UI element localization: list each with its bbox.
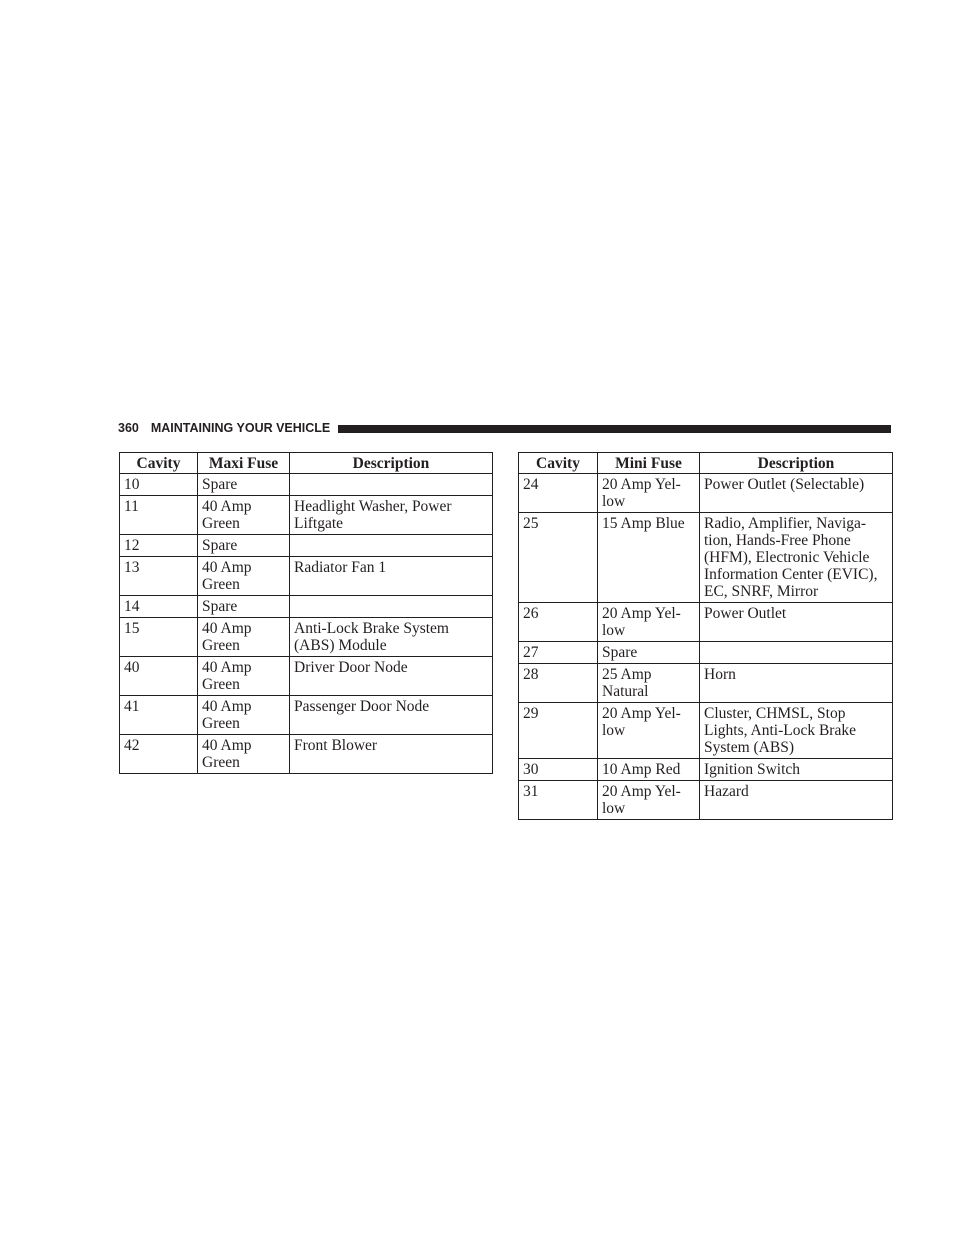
cell-description: Anti-Lock Brake System (ABS) Module bbox=[290, 618, 493, 657]
cell-fuse: Spare bbox=[198, 535, 290, 557]
cell-cavity: 15 bbox=[120, 618, 198, 657]
cell-cavity: 24 bbox=[519, 474, 598, 513]
table-row bbox=[120, 474, 493, 496]
cell-cavity: 10 bbox=[120, 474, 198, 496]
cell-fuse: 40 Amp Green bbox=[198, 496, 290, 535]
mini-fuse-table bbox=[518, 452, 893, 820]
table-row bbox=[519, 642, 893, 664]
column-header-fuse: Mini Fuse bbox=[598, 453, 700, 474]
column-header-cavity: Cavity bbox=[120, 453, 198, 474]
cell-cavity: 27 bbox=[519, 642, 598, 664]
cell-cavity: 41 bbox=[120, 696, 198, 735]
table-row bbox=[120, 496, 493, 535]
cell-fuse: Spare bbox=[198, 474, 290, 496]
cell-description bbox=[700, 642, 893, 664]
column-header-description: Description bbox=[700, 453, 893, 474]
cell-description: Passenger Door Node bbox=[290, 696, 493, 735]
cell-cavity: 40 bbox=[120, 657, 198, 696]
cell-cavity: 14 bbox=[120, 596, 198, 618]
cell-cavity: 28 bbox=[519, 664, 598, 703]
cell-description: Cluster, CHMSL, Stop Lights, Anti-Lock Brake System (ABS) bbox=[700, 703, 893, 759]
cell-fuse: 40 Amp Green bbox=[198, 657, 290, 696]
cell-description: Driver Door Node bbox=[290, 657, 493, 696]
cell-description: Ignition Switch bbox=[700, 759, 893, 781]
cell-description bbox=[290, 596, 493, 618]
cell-description: Headlight Washer, Power Liftgate bbox=[290, 496, 493, 535]
table-row bbox=[519, 664, 893, 703]
table-row bbox=[120, 696, 493, 735]
page-header bbox=[118, 419, 891, 437]
table-row bbox=[120, 735, 493, 774]
column-header-fuse: Maxi Fuse bbox=[198, 453, 290, 474]
cell-cavity: 30 bbox=[519, 759, 598, 781]
table-header-row bbox=[519, 453, 893, 474]
table-header-row bbox=[120, 453, 493, 474]
table-row bbox=[120, 618, 493, 657]
table-row bbox=[120, 535, 493, 557]
mini-fuse-rows bbox=[519, 474, 893, 820]
header-rule bbox=[338, 425, 891, 433]
cell-fuse: 20 Amp Yel-low bbox=[598, 781, 700, 820]
cell-description: Radiator Fan 1 bbox=[290, 557, 493, 596]
cell-description: Front Blower bbox=[290, 735, 493, 774]
table-row bbox=[519, 703, 893, 759]
cell-fuse: 40 Amp Green bbox=[198, 696, 290, 735]
cell-cavity: 11 bbox=[120, 496, 198, 535]
table-row bbox=[120, 557, 493, 596]
section-title: MAINTAINING YOUR VEHICLE bbox=[150, 421, 331, 435]
table-row bbox=[120, 596, 493, 618]
table-row bbox=[120, 657, 493, 696]
cell-description: Horn bbox=[700, 664, 893, 703]
cell-description: Power Outlet (Selectable) bbox=[700, 474, 893, 513]
cell-description bbox=[290, 535, 493, 557]
cell-fuse: 15 Amp Blue bbox=[598, 513, 700, 603]
table-row bbox=[519, 781, 893, 820]
cell-cavity: 42 bbox=[120, 735, 198, 774]
page-number: 360 bbox=[118, 421, 139, 435]
cell-fuse: 20 Amp Yel-low bbox=[598, 603, 700, 642]
cell-description: Power Outlet bbox=[700, 603, 893, 642]
cell-fuse: Spare bbox=[198, 596, 290, 618]
cell-fuse: 40 Amp Green bbox=[198, 557, 290, 596]
cell-fuse: 40 Amp Green bbox=[198, 735, 290, 774]
maxi-fuse-table bbox=[119, 452, 493, 774]
cell-cavity: 31 bbox=[519, 781, 598, 820]
cell-description bbox=[290, 474, 493, 496]
table-row bbox=[519, 759, 893, 781]
table-row bbox=[519, 603, 893, 642]
cell-cavity: 12 bbox=[120, 535, 198, 557]
column-header-cavity: Cavity bbox=[519, 453, 598, 474]
cell-fuse: 10 Amp Red bbox=[598, 759, 700, 781]
cell-cavity: 29 bbox=[519, 703, 598, 759]
maxi-fuse-rows bbox=[120, 474, 493, 774]
cell-description: Radio, Amplifier, Naviga-tion, Hands-Free Phone (HFM), Electronic Vehicle Information Center (EVIC), EC, SNRF, Mirror bbox=[700, 513, 893, 603]
cell-fuse: 25 Amp Natural bbox=[598, 664, 700, 703]
cell-fuse: 20 Amp Yel-low bbox=[598, 703, 700, 759]
table-row bbox=[519, 474, 893, 513]
cell-cavity: 26 bbox=[519, 603, 598, 642]
cell-cavity: 13 bbox=[120, 557, 198, 596]
cell-cavity: 25 bbox=[519, 513, 598, 603]
column-header-description: Description bbox=[290, 453, 493, 474]
cell-fuse: Spare bbox=[598, 642, 700, 664]
cell-description: Hazard bbox=[700, 781, 893, 820]
table-row bbox=[519, 513, 893, 603]
cell-fuse: 20 Amp Yel-low bbox=[598, 474, 700, 513]
cell-fuse: 40 Amp Green bbox=[198, 618, 290, 657]
